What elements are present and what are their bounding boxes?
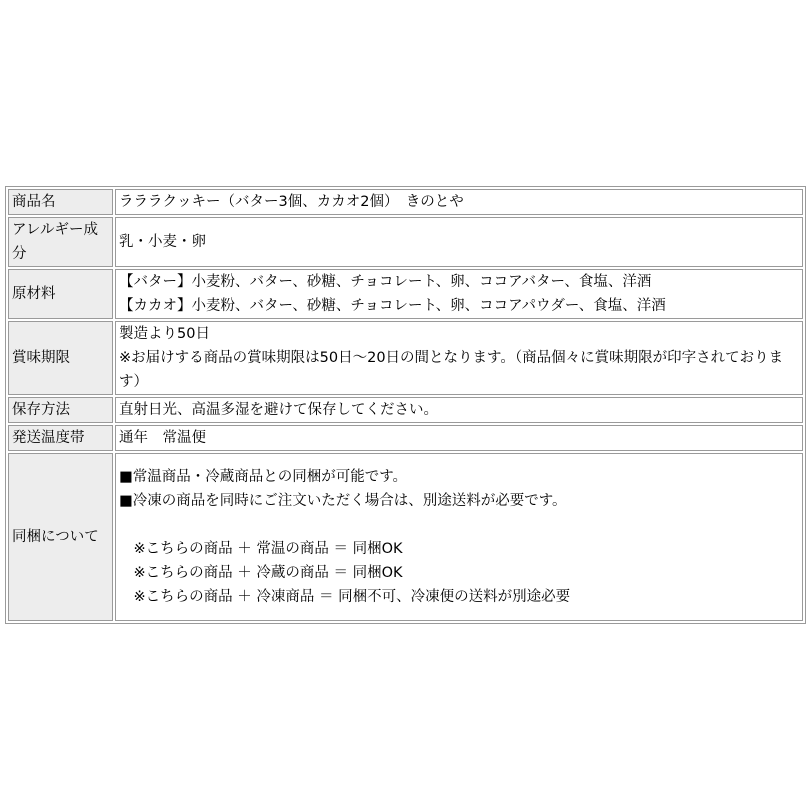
label-storage: 保存方法 [8, 397, 113, 423]
label-allergens: アレルギー成分 [8, 217, 113, 267]
product-info-table [5, 186, 806, 624]
bundling-rule-frozen: ※こちらの商品 ＋ 冷凍商品 ＝ 同梱不可、冷凍便の送料が別途必要 [119, 589, 571, 605]
value-bundling [115, 453, 803, 621]
expiry-note-text: ※お届けする商品の賞味期限は50日～20日の間となります。（商品個々に賞味期限が印字されております） [119, 350, 784, 390]
label-bundling: 同梱について [8, 453, 113, 621]
row-allergens [8, 217, 803, 267]
label-expiry: 賞味期限 [8, 321, 113, 395]
ingredients-cacao-text: 【カカオ】小麦粉、バター、砂糖、チョコレート、卵、ココアパウダー、食塩、洋酒 [119, 298, 666, 314]
product-name-text: ラララクッキー（バター3個、カカオ2個） きのとや [119, 194, 464, 210]
value-expiry [115, 321, 803, 395]
storage-text: 直射日光、高温多湿を避けて保存してください。 [119, 402, 438, 418]
value-ingredients [115, 269, 803, 319]
expiry-days-text: 製造より50日 [119, 326, 210, 342]
row-ingredients [8, 269, 803, 319]
label-shipping-temp: 発送温度帯 [8, 425, 113, 451]
label-product-name: 商品名 [8, 189, 113, 215]
value-storage [115, 397, 803, 423]
value-product-name [115, 189, 803, 215]
bundling-rule-chilled: ※こちらの商品 ＋ 冷蔵の商品 ＝ 同梱OK [119, 565, 403, 581]
shipping-temp-text: 通年 常温便 [119, 430, 206, 446]
bundling-note-2: ■冷凍の商品を同時にご注文いただく場合は、別途送料が必要です。 [119, 493, 567, 509]
label-ingredients: 原材料 [8, 269, 113, 319]
row-bundling [8, 453, 803, 621]
row-storage [8, 397, 803, 423]
row-shipping-temp [8, 425, 803, 451]
ingredients-butter-text: 【バター】小麦粉、バター、砂糖、チョコレート、卵、ココアバター、食塩、洋酒 [119, 274, 652, 290]
row-product-name [8, 189, 803, 215]
row-expiry [8, 321, 803, 395]
bundling-rule-normal: ※こちらの商品 ＋ 常温の商品 ＝ 同梱OK [119, 541, 403, 557]
allergens-text: 乳・小麦・卵 [119, 234, 206, 250]
value-allergens [115, 217, 803, 267]
value-shipping-temp [115, 425, 803, 451]
bundling-note-1: ■常温商品・冷蔵商品との同梱が可能です。 [119, 469, 408, 485]
bundling-spacer [119, 513, 799, 537]
